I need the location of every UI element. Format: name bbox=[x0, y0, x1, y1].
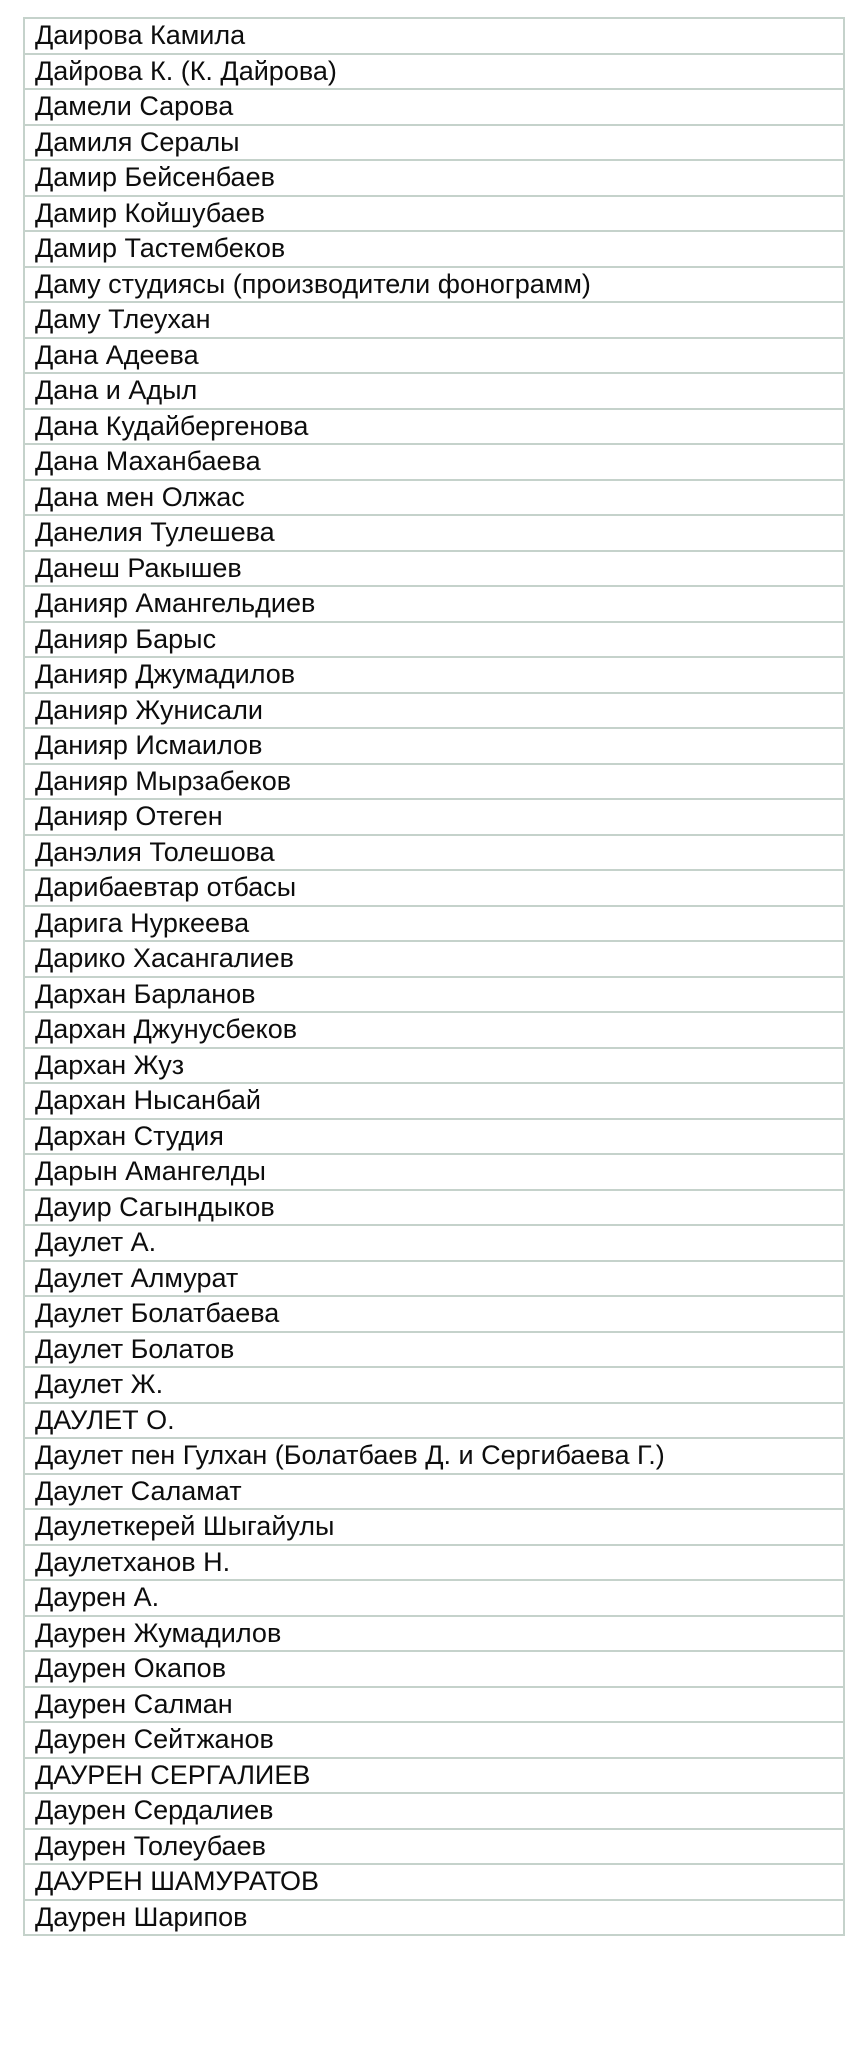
table-row: Даурен Толеубаев bbox=[25, 1828, 843, 1864]
table-row: Даулет Алмурат bbox=[25, 1260, 843, 1296]
table-row: Дана Адеева bbox=[25, 337, 843, 373]
table-row: Даурен Сердалиев bbox=[25, 1792, 843, 1828]
table-row: Дамели Сарова bbox=[25, 88, 843, 124]
table-row: Дарига Нуркеева bbox=[25, 905, 843, 941]
table-row: Даулет Ж. bbox=[25, 1366, 843, 1402]
table-row: Дархан Нысанбай bbox=[25, 1082, 843, 1118]
names-table bbox=[23, 17, 845, 1936]
table-row: Дарибаевтар отбасы bbox=[25, 869, 843, 905]
table-row: Дархан Джунусбеков bbox=[25, 1011, 843, 1047]
table-row: Дамир Бейсенбаев bbox=[25, 159, 843, 195]
table-row: Дана Кудайбергенова bbox=[25, 408, 843, 444]
table-row: Дауир Сагындыков bbox=[25, 1189, 843, 1225]
table-row: Данияр Мырзабеков bbox=[25, 763, 843, 799]
table-row: Даулет А. bbox=[25, 1224, 843, 1260]
table-row: Даулет Болатов bbox=[25, 1331, 843, 1367]
table-row: Даурен Жумадилов bbox=[25, 1615, 843, 1651]
table-row: Дамир Койшубаев bbox=[25, 195, 843, 231]
table-row: Дамиля Сералы bbox=[25, 124, 843, 160]
table-row: Дархан Барланов bbox=[25, 976, 843, 1012]
table-row: ДАУРЕН ШАМУРАТОВ bbox=[25, 1863, 843, 1899]
table-row: Даурен Окапов bbox=[25, 1650, 843, 1686]
table-row: Даурен Сейтжанов bbox=[25, 1721, 843, 1757]
table-row: Данияр Жунисали bbox=[25, 692, 843, 728]
table-row: Даурен Шарипов bbox=[25, 1899, 843, 1935]
table-row: Данелия Тулешева bbox=[25, 514, 843, 550]
table-row: Даулет Саламат bbox=[25, 1473, 843, 1509]
table-row: ДАУЛЕТ О. bbox=[25, 1402, 843, 1438]
table-row: Данияр Джумадилов bbox=[25, 656, 843, 692]
table-row: Даму студиясы (производители фонограмм) bbox=[25, 266, 843, 302]
table-row: Дарико Хасангалиев bbox=[25, 940, 843, 976]
table-row: Данияр Исмаилов bbox=[25, 727, 843, 763]
table-row: Дана и Адыл bbox=[25, 372, 843, 408]
table-row: Даулет Болатбаева bbox=[25, 1295, 843, 1331]
table-row: Дархан Студия bbox=[25, 1118, 843, 1154]
table-row: Даурен Салман bbox=[25, 1686, 843, 1722]
table-row: Данияр Отеген bbox=[25, 798, 843, 834]
table-row: Даулеткерей Шыгайулы bbox=[25, 1508, 843, 1544]
table-row: Даирова Камила bbox=[25, 17, 843, 53]
table-row: Дамир Тастембеков bbox=[25, 230, 843, 266]
table-row: Дана Маханбаева bbox=[25, 443, 843, 479]
table-row: Данияр Амангельдиев bbox=[25, 585, 843, 621]
table-row: Данияр Барыс bbox=[25, 621, 843, 657]
table-row: Дана мен Олжас bbox=[25, 479, 843, 515]
table-row: Данеш Ракышев bbox=[25, 550, 843, 586]
table-row: ДАУРЕН СЕРГАЛИЕВ bbox=[25, 1757, 843, 1793]
table-row: Данэлия Толешова bbox=[25, 834, 843, 870]
table-row: Даулетханов Н. bbox=[25, 1544, 843, 1580]
table-row: Дархан Жуз bbox=[25, 1047, 843, 1083]
table-row: Даму Тлеухан bbox=[25, 301, 843, 337]
table-row: Дарын Амангелды bbox=[25, 1153, 843, 1189]
table-row: Даулет пен Гулхан (Болатбаев Д. и Сергибаева Г.) bbox=[25, 1437, 843, 1473]
table-row: Даурен А. bbox=[25, 1579, 843, 1615]
table-row: Дайрова К. (К. Дайрова) bbox=[25, 53, 843, 89]
